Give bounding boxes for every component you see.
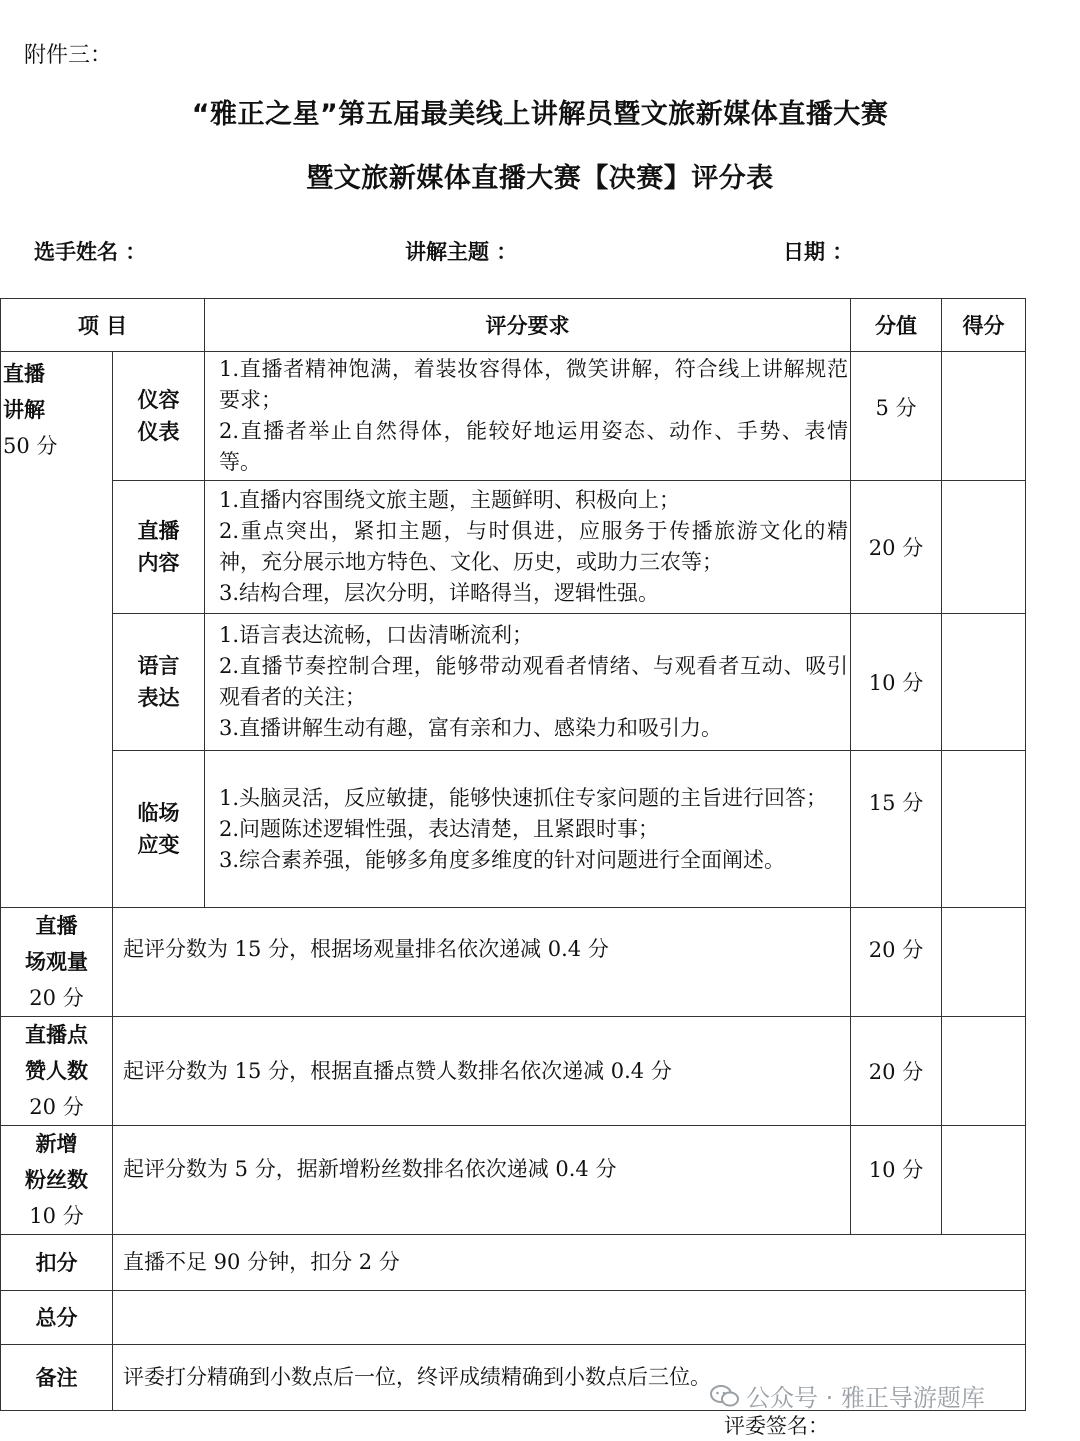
watermark-text: 公众号 · 雅正导游题库: [746, 1384, 985, 1412]
total-label: 总分: [1, 1291, 113, 1345]
subcategory-content: 直播 内容: [113, 481, 205, 614]
header-item: 项 目: [1, 299, 205, 352]
header-score-value: 分值: [851, 299, 942, 352]
watermark: [710, 1378, 985, 1413]
subcategory-adaptability: 临场 应变: [113, 751, 205, 908]
table-row: [1, 1291, 1026, 1345]
score-input-cell[interactable]: [942, 481, 1026, 614]
score-value-cell: 20 分: [851, 481, 942, 614]
judge-signature-label: 评委签名：: [724, 1414, 829, 1438]
table-row: [1, 1017, 1026, 1126]
requirement-cell: 1.直播者精神饱满，着装妆容得体，微笑讲解，符合线上讲解规范要求； 2.直播者举止自然得体，能较好地运用姿态、动作、手势、表情等。: [205, 352, 851, 481]
requirement-cell: 起评分数为 15 分，根据场观量排名依次递减 0.4 分: [113, 908, 851, 1017]
category-likes: 直播点 赞人数 20 分: [1, 1017, 113, 1126]
table-row: [1, 1126, 1026, 1235]
requirement-cell: 1.语言表达流畅，口齿清晰流利； 2.直播节奏控制合理，能够带动观看者情绪、与观看者互动、吸引观看者的关注； 3.直播讲解生动有趣，富有亲和力、感染力和吸引力。: [205, 614, 851, 751]
subcategory-appearance: 仪容 仪表: [113, 352, 205, 481]
score-value-cell: 10 分: [851, 614, 942, 751]
scoring-table: [0, 298, 1026, 1411]
attachment-label: 附件三：: [24, 43, 113, 68]
score-input-cell[interactable]: [942, 908, 1026, 1017]
deduction-text: 直播不足 90 分钟，扣分 2 分: [113, 1235, 1026, 1291]
table-row: [1, 1235, 1026, 1291]
category-live-explanation: 直播 讲解 50 分: [1, 352, 113, 908]
table-row: [1, 614, 1026, 751]
requirement-cell: 1.直播内容围绕文旅主题，主题鲜明、积极向上； 2.重点突出，紧扣主题，与时俱进，应服务于传播旅游文化的精神，充分展示地方特色、文化、历史，或助力三农等； 3.结构合理，层次分明，详略得当，逻辑性强。: [205, 481, 851, 614]
score-value-cell: 5 分: [851, 352, 942, 481]
remark-text: 评委打分精确到小数点后一位，终评成绩精确到小数点后三位。: [113, 1345, 1026, 1411]
score-input-cell[interactable]: [942, 614, 1026, 751]
topic-field: 讲解主题 ：: [405, 240, 518, 264]
score-value-cell: 15 分: [851, 751, 942, 908]
score-value-cell: 20 分: [851, 908, 942, 1017]
table-row: [1, 751, 1026, 908]
table-row: [1, 352, 1026, 481]
deduction-label: 扣分: [1, 1235, 113, 1291]
score-value-cell: 20 分: [851, 1017, 942, 1126]
date-field: 日期 ：: [783, 240, 854, 264]
score-input-cell[interactable]: [942, 1017, 1026, 1126]
document-subtitle: 暨文旅新媒体直播大赛【决赛】评分表: [306, 163, 774, 194]
remark-label: 备注: [1, 1345, 113, 1411]
score-input-cell[interactable]: [942, 1126, 1026, 1235]
contestant-name-field: 选手姓名 ：: [34, 240, 147, 264]
score-input-cell[interactable]: [942, 751, 1026, 908]
table-row: [1, 481, 1026, 614]
subcategory-language: 语言 表达: [113, 614, 205, 751]
header-requirement: 评分要求: [205, 299, 851, 352]
score-input-cell[interactable]: [942, 352, 1026, 481]
requirement-cell: 起评分数为 5 分，据新增粉丝数排名依次递减 0.4 分: [113, 1126, 851, 1235]
requirement-cell: 起评分数为 15 分，根据直播点赞人数排名依次递减 0.4 分: [113, 1017, 851, 1126]
category-fans: 新增 粉丝数 10 分: [1, 1126, 113, 1235]
wechat-icon: [710, 1384, 740, 1408]
table-row: [1, 908, 1026, 1017]
document-title: “雅正之星”第五届最美线上讲解员暨文旅新媒体直播大赛: [191, 99, 889, 130]
total-input-cell[interactable]: [113, 1291, 1026, 1345]
category-views: 直播 场观量 20 分: [1, 908, 113, 1017]
requirement-cell: 1.头脑灵活，反应敏捷，能够快速抓住专家问题的主旨进行回答； 2.问题陈述逻辑性强，表达清楚，且紧跟时事； 3.综合素养强，能够多角度多维度的针对问题进行全面阐述。: [205, 751, 851, 908]
table-header-row: [1, 299, 1026, 352]
score-value-cell: 10 分: [851, 1126, 942, 1235]
header-score: 得分: [942, 299, 1026, 352]
